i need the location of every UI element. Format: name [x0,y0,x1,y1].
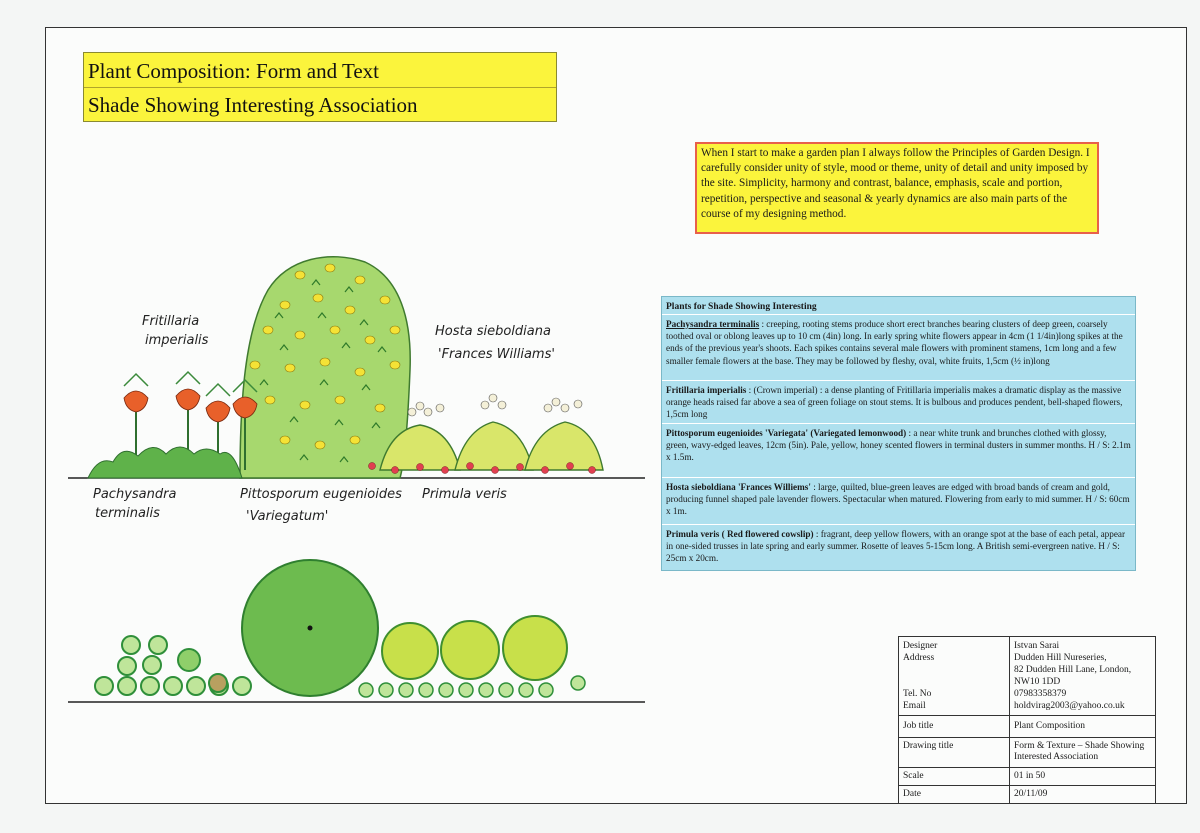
drawing-title-line-1: Form & Texture – Shade Showing [1014,741,1145,751]
drawing-title-label: Drawing title [903,741,954,751]
title-line-1: Plant Composition: Form and Text [88,59,379,83]
label-pittosporum-1: Pittosporum eugenioides [240,487,402,502]
label-pachysandra-2: terminalis [95,506,160,521]
plan-hosta-circles [382,616,567,680]
plant-name: Hosta sieboldiana 'Frances Williems' [666,482,811,492]
email-value: holdvirag2003@yahoo.co.uk [1014,701,1125,711]
label-fritillaria-2: imperialis [145,333,209,348]
plant-name: Pittosporum eugenioides 'Variegata' (Variegated lemonwood) [666,428,907,438]
plant-description: : creeping, rooting stems produce short erect branches bearing clusters of deep green, coarsely toothed oval or oblong leaves up to 10 cm (4in) long. In early spring white flowers appear in 4cm (1 1/4in)long spikes at the ends of the previous year's shoots. Each spikes contains several male flowers with prominent stamens, 1cm long and a few smaller female flowers at the base. They may be followed by fleshy, oval, white fruits, 1,5cm (½ in)long [666,319,1123,366]
address-line-1: Dudden Hill Nureseries, [1014,653,1107,663]
address-line-2: 82 Dudden Hill Lane, London, [1014,665,1132,675]
scale-value: 01 in 50 [1014,771,1046,781]
title-block-table [898,636,1156,804]
label-primula: Primula veris [422,487,507,502]
plant-description: : (Crown imperial) : a dense planting of Fritillaria imperialis makes a dramatic display as the massive orange heads raised far above a sea of green foliage on stout stems. It is bulbous and produces pendent, bell-shaped flowers, 1,5cm long [666,385,1123,420]
date-label: Date [903,789,921,799]
plant-name: Fritillaria imperialis [666,385,747,395]
plant-composition-drawing [0,0,660,720]
date-value: 20/11/09 [1014,789,1048,799]
plan-pachysandra-circles [95,636,251,695]
label-pachysandra-1: Pachysandra [93,487,177,502]
plants-description-table [661,296,1136,571]
title-line-2: Shade Showing Interesting Association [88,93,418,117]
tel-label: Tel. No [903,689,932,699]
job-title-row [899,715,1155,738]
plant-description: : a near white trunk and brunches clothed with glossy, green, wavy-edged leaves, 12cm (5in). Pale, yellow, honey scented flowers in terminal dusters in summer months. H / S: 2.1m x 1.5m. [666,428,1131,463]
drawing-title-row [899,737,1155,768]
plant-description: : large, quilted, blue-green leaves are edged with broad bands of cream and gold, producing funnel shaped pale lavender flowers. Spectacular when matured. Flowering from early to mid summer. H / S: 60cm x 1m. [666,482,1130,517]
designer-label: Designer [903,641,938,651]
drawing-title-line-2: Interested Association [1014,752,1099,762]
label-hosta-1: Hosta sieboldiana [435,324,551,339]
address-label: Address [903,653,935,663]
plant-row-pachysandra [662,314,1135,376]
plant-row-fritillaria [662,380,1135,422]
hosta-flower-spikes [408,394,582,416]
job-title-value: Plant Composition [1014,721,1085,731]
address-line-3: NW10 1DD [1014,677,1061,687]
plant-name: Primula veris ( Red flowered cowslip) [666,529,814,539]
plant-name: Pachysandra terminalis [666,319,760,329]
plant-description: : fragrant, deep yellow flowers, with an orange spot at the base of each petal, appear in one-sided trusses in late spring and early summer. Rosette of leaves 5-15cm long. A British semi-evergreen native. H / S: 25cm x 20cm. [666,529,1126,564]
label-fritillaria-1: Fritillaria [142,314,200,329]
fritillaria-flowers [124,389,257,422]
date-row [899,785,1155,803]
job-title-label: Job title [903,721,934,731]
plant-row-pittosporum [662,423,1135,473]
designer-value: Istvan Sarai [1014,641,1060,651]
scale-row [899,767,1155,786]
design-principles-note: When I start to make a garden plan I always follow the Principles of Garden Design. I carefully consider unity of style, mood or theme, unity of detail and unity imposed by the site. Simplicity, harmony and contrast, balance, emphasis, scale and portion, repetition, perspective and seasonal & yearly dynamics are also main parts of the course of my designing method. [695,142,1099,234]
plan-pittosporum-centre [308,626,313,631]
plant-row-hosta [662,477,1135,525]
scale-label: Scale [903,771,924,781]
plant-row-primula [662,524,1135,570]
tel-value: 07983358379 [1014,689,1067,699]
label-pittosporum-2: 'Variegatum' [246,509,329,524]
label-hosta-2: 'Frances Williams' [438,347,555,362]
plants-table-heading: Plants for Shade Showing Interesting [666,302,817,312]
email-label: Email [903,701,926,711]
